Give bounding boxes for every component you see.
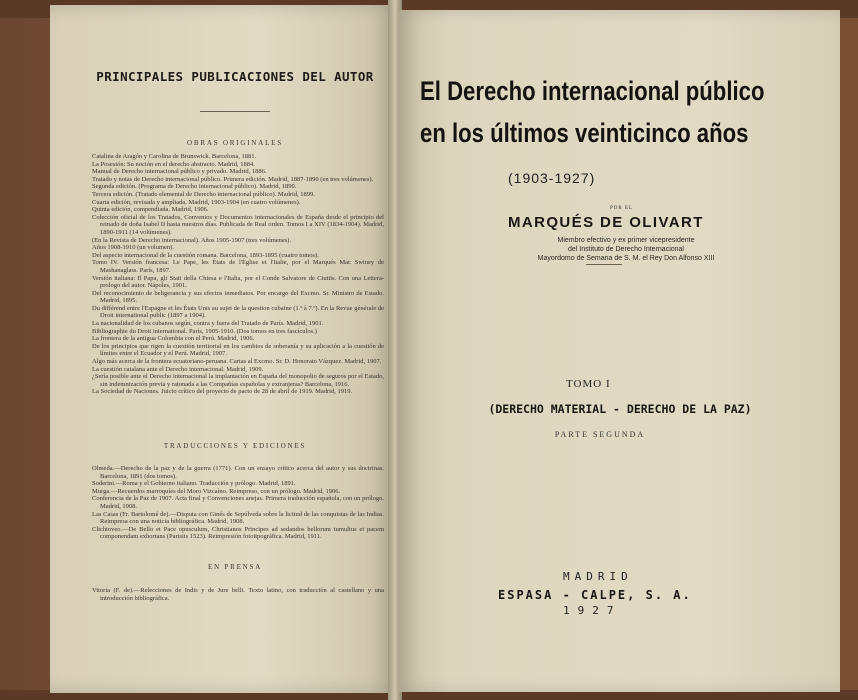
bibliography-entry: La Posesión: Su noción en el derecho abstracto. Madrid, 1884. (92, 160, 255, 168)
section-heading-obras: OBRAS ORIGINALES (187, 139, 283, 147)
bibliography-entry: De los principios que rigen la cuestión territorial en los cambios de soberanía y su aplicación a la cuestión de límites entre el Ecuador y el Perú. Madrid, 1907. (92, 342, 384, 358)
bibliography-entry: Versión italiana: Il Papa, gli Stati della Chiesa e l'Italia, por el Conde Salvatore de Ciutiis. Con una Lettera-prologo del autor. Nápoles, 1901. (92, 274, 384, 290)
bibliography-entry: Vitoria (F. de).—Relecciones de Indis y de Jure belli. Texto latino, con traducción al castellano y una introducción bibliográfica. (92, 587, 384, 602)
left-page (50, 5, 395, 693)
book-years: (1903-1927) (508, 170, 596, 186)
bibliography-entry: La Sociedad de Naciones. Juicio crítico del proyecto de pacto de 28 de abril de 1919. Madrid, 1919. (92, 388, 353, 396)
bibliography-entry: Du différend entre l'Espagne et les États Unis au sujet de la question cubaine (1.º à 7.º). En la Revue générale de Droit international public (1897 a 1904). (92, 304, 384, 320)
bibliography-entry: Catalina de Aragón y Carolina de Brunswick. Barcelona, 1881. (92, 153, 257, 160)
section-obras-originales (92, 153, 384, 396)
author-role: Miembro efectivo y ex primer vicepresidente (557, 237, 695, 244)
title-rule (200, 111, 270, 112)
part-label: PARTE SEGUNDA (554, 430, 646, 439)
publisher-city: MADRID (563, 570, 633, 583)
book-title (420, 70, 765, 154)
bibliography-entry: Cuarta edición, revisada y ampliada. Madrid, 1903-1904 (en cuatro volúmenes). (92, 198, 301, 206)
bibliography-entry: Del aspecto internacional de la cuestión romana. Barcelona, 1893-1895 (cuatro tomos). (92, 251, 319, 259)
bibliography-entry: La nacionalidad de los cubanos según, contra y fuera del Tratado de París. Madrid, 1901. (92, 320, 324, 328)
book-title-line1: El Derecho internacional público (420, 76, 765, 106)
bibliography-entry: Tratado y notas de Derecho internacional público. Primera edición. Madrid, 1887-1890 (en tres volúmenes). (92, 175, 374, 183)
section-heading-traducciones: TRADUCCIONES Y EDICIONES (163, 442, 307, 450)
bibliography-entry: Quinta edición, compendiada. Madrid, 1906. (92, 206, 209, 214)
author-role: Mayordomo de Semana de S. M. el Rey Don Alfonso XIII (537, 255, 715, 262)
section-traducciones (92, 465, 384, 541)
bibliography-entry: Clichtoveo.—De Bello et Pace opusculum, Christianos Principes ad sedandos bellorum tumultus et pacem componendam exhortans (Parisiis 1523). Reimpresión fotoitpográfica. Madrid, 1911. (92, 525, 384, 541)
bibliography-entry: Las Casas (Fr. Bartolomé de).—Disputa con Ginés de Sepúlveda sobre la licitud de las conquistas de las Indias. Reimpresa con una noticia bibliográfica. Madrid, 1908. (92, 510, 384, 526)
bibliography-entry: Soderini.—Roma y el Gobierno italiano. Traducción y prólogo. Madrid, 1891. (92, 480, 296, 488)
section-heading-en-prensa: EN PRENSA (207, 563, 263, 571)
bibliography-entry: Olmeda.—Derecho de la paz y de la guerra (1771). Con un ensayo crítico acerca del autor y sus doctrinas. Barcelona, 1891 (dos tomos). (92, 465, 384, 480)
bibliography-entry: La cuestión catalana ante el Derecho internacional. Madrid, 1909. (92, 365, 264, 373)
author-name: MARQUÉS DE OLIVART (508, 214, 704, 231)
by-label: POR EL (610, 206, 634, 211)
left-page-title: PRINCIPALES PUBLICACIONES DEL AUTOR (96, 69, 374, 84)
bibliography-entry: Conferencia de la Paz de 1907. Acta final y Convenciones anejas. Primera traducción española, con un prólogo. Madrid, 1908. (92, 495, 384, 510)
bibliography-entry: Murga.—Recuerdos marroquíes del Moro Vizcaíno. Reimpreso, con un prólogo. Madrid, 1906. (92, 487, 341, 495)
publication-year: 1927 (563, 604, 622, 617)
bibliography-entry: Colección oficial de los Tratados, Convenios y Documentos internacionales de España desde el principio del reinado de doña Isabel II hasta nuestros días. Publicada de Real orden. Tomos I a XIV (1834-1904). Madrid, 1890-1911 (14 volúmenes). (92, 213, 384, 236)
book-title-line2: en los últimos veinticinco años (420, 118, 749, 148)
publisher-name: ESPASA - CALPE, S. A. (498, 588, 692, 602)
volume-label: TOMO I (566, 378, 611, 390)
bibliography-entry: Bibliographie du Droit international. París, 1905-1910. (Dos tomos en tres fascículos.) (92, 327, 317, 335)
volume-subtitle: (DERECHO MATERIAL - DERECHO DE LA PAZ) (488, 402, 752, 416)
bibliography-entry: Tercera edición. (Tratado elemental de Derecho internacional público). Madrid, 1899. (92, 190, 315, 198)
right-page (398, 10, 840, 692)
section-en-prensa (92, 587, 384, 602)
bibliography-entry: Años 1908-1910 (un volumen). (92, 244, 174, 252)
author-role: del Instituto de Derecho Internacional (568, 246, 684, 253)
bibliography-entry: ¿Sería posible ante el Derecho internacional la implantación en España del monopolio de seguros por el Estado, sin indemnización previa y ratonada a las Compañías españolas y extranjeras? Barcelona, 1916. (92, 373, 384, 388)
author-roles (516, 236, 736, 263)
bibliography-entry: Segunda edición. (Programa de Derecho internacional público). Madrid, 1890. (92, 183, 297, 191)
bibliography-entry: Algo más acerca de la frontera ecuatoriano-peruana. Cartas al Excmo. Sr. D. Honorato Vázquez. Madrid, 1907. (92, 358, 382, 366)
bibliography-entry: La frontera de la antigua Colombia con el Perú. Madrid, 1906. (92, 335, 255, 343)
bibliography-entry: (En la Revista de Derecho internacional). Años 1905-1907 (tres volúmenes). (92, 236, 292, 244)
bibliography-entry: Del reconocimiento de beligerancia y sus efectos inmediatos. Por encargo del Excmo. Sr. Ministro de Estado. Madrid, 1895. (92, 289, 384, 305)
author-rule (586, 264, 622, 265)
bibliography-entry: Tomo IV. Versión francesa: Le Pape, les États de l'Église et l'Italie, por el Marqués Mac Swiney de Mashanaglass. París, 1897. (92, 259, 384, 274)
bibliography-entry: Manual de Derecho internacional público y privado. Madrid, 1886. (92, 168, 267, 176)
